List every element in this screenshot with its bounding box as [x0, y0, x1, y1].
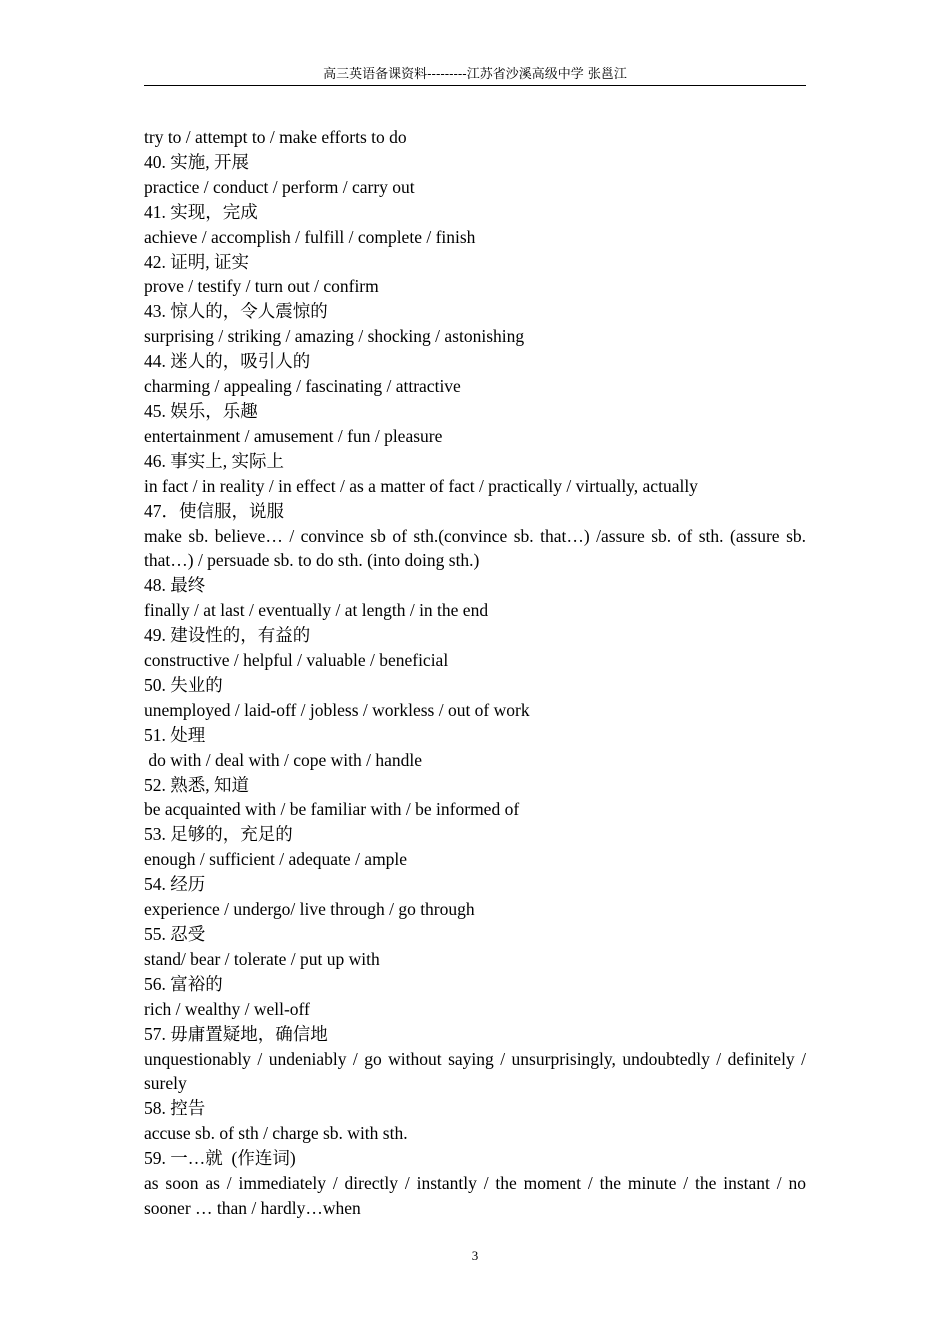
synonym-line: entertainment / amusement / fun / pleasure — [144, 425, 443, 446]
entry-heading: 57. 毋庸置疑地，确信地 — [144, 1023, 328, 1044]
synonym-line: prove / testify / turn out / confirm — [144, 276, 379, 297]
page-header: 高三英语备课资料---------江苏省沙溪高级中学 张邕江 — [144, 64, 806, 86]
synonym-line: in fact / in reality / in effect / as a matter of fact / practically / virtually, actually — [144, 475, 698, 496]
entry-heading: 51. 处理 — [144, 724, 206, 745]
entry-heading: 50. 失业的 — [144, 674, 223, 695]
entry-heading: 56. 富裕的 — [144, 973, 223, 994]
synonym-line: unquestionably / undeniably / go without saying / unsurprisingly, undoubtedly / definitely / surely — [144, 1048, 806, 1094]
entry-heading: 49. 建设性的，有益的 — [144, 625, 311, 646]
entry-heading: 47．使信服，说服 — [144, 500, 284, 521]
synonym-line: unemployed / laid-off / jobless / workless / out of work — [144, 699, 530, 720]
synonym-line: surprising / striking / amazing / shocking / astonishing — [144, 326, 525, 347]
synonym-line: be acquainted with / be familiar with / be informed of — [144, 799, 520, 820]
entry-heading: 44. 迷人的，吸引人的 — [144, 351, 311, 372]
text-line: try to / attempt to / make efforts to do — [144, 127, 407, 147]
entry-heading: 40. 实施, 开展 — [144, 151, 249, 172]
entry-heading: 45. 娱乐，乐趣 — [144, 400, 258, 421]
synonym-line: enough / sufficient / adequate / ample — [144, 849, 408, 870]
synonym-line: accuse sb. of sth / charge sb. with sth. — [144, 1123, 408, 1144]
synonym-line: as soon as / immediately / directly / instantly / the moment / the minute / the instant / no sooner … than / hardly…when — [144, 1173, 806, 1218]
entry-heading: 53. 足够的，充足的 — [144, 824, 293, 845]
synonym-line: constructive / helpful / valuable / beneficial — [144, 650, 449, 671]
synonym-line: experience / undergo/ live through / go through — [144, 899, 475, 920]
entry-heading: 46. 事实上, 实际上 — [144, 450, 284, 471]
synonym-line: do with / deal with / cope with / handle — [144, 749, 423, 770]
synonym-line: stand/ bear / tolerate / put up with — [144, 948, 380, 969]
synonym-line: charming / appealing / fascinating / attractive — [144, 376, 461, 397]
synonym-line: achieve / accomplish / fulfill / complete / finish — [144, 226, 476, 247]
entry-heading: 48. 最终 — [144, 575, 206, 596]
synonym-line: make sb. believe… / convince sb of sth.(convince sb. that…) /assure sb. of sth. (assure sb. that…) / persuade sb. to do sth. (into doing sth.) — [144, 525, 806, 571]
entry-heading: 42. 证明, 证实 — [144, 251, 249, 272]
entry-heading: 43. 惊人的，令人震惊的 — [144, 301, 328, 322]
entry-heading: 41. 实现，完成 — [144, 201, 258, 222]
entry-heading: 52. 熟悉, 知道 — [144, 774, 249, 795]
synonym-line: rich / wealthy / well-off — [144, 998, 310, 1019]
entry-heading: 59. 一…就 (作连词) — [144, 1148, 296, 1169]
entry-heading: 54. 经历 — [144, 874, 206, 895]
entry-heading: 55. 忍受 — [144, 924, 206, 944]
entry-heading: 58. 控告 — [144, 1098, 206, 1119]
synonym-line: practice / conduct / perform / carry out — [144, 176, 415, 197]
vocabulary-list — [144, 125, 806, 1221]
synonym-line: finally / at last / eventually / at length / in the end — [144, 600, 489, 621]
page-number: 3 — [471, 1248, 479, 1263]
